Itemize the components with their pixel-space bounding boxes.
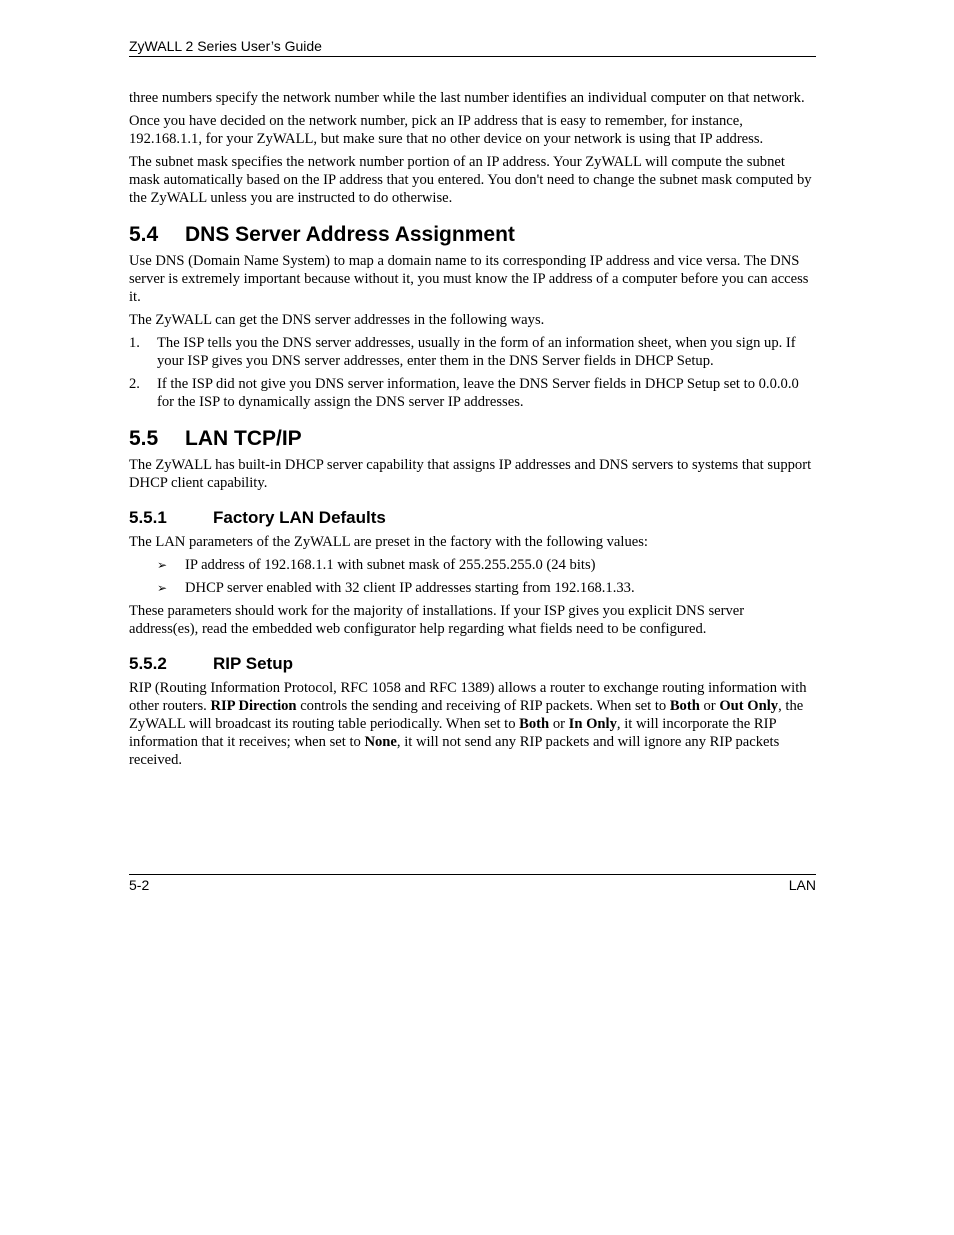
factory-defaults-paragraph-1: The LAN parameters of the ZyWALL are preset in the factory with the following values: [129, 534, 648, 550]
running-footer [129, 874, 816, 894]
dns-steps-list [129, 334, 816, 411]
text-run: , it will incorporate the RIP information that it receives; when set to [129, 716, 777, 750]
bold-term: Both [669, 698, 700, 714]
subsection-number: 5.5.1 [129, 508, 167, 527]
page-number: 5-2 [129, 877, 150, 893]
running-header: ZyWALL 2 Series User’s Guide [129, 38, 816, 57]
bold-term: RIP Direction [210, 698, 297, 714]
list-marker: 2. [129, 376, 140, 392]
text-run: or [699, 698, 720, 714]
list-item-text: The ISP tells you the DNS server addresses, usually in the form of an information sheet, when you sign up. If your ISP gives you DNS server addresses, enter them in the DNS Server fields in DHCP Setup. [157, 335, 796, 369]
chapter-name: LAN [788, 877, 816, 893]
intro-paragraph-3: The subnet mask specifies the network number portion of an IP address. Your ZyWALL will compute the subnet mask automatically based on the IP address that you entered. You don't need to change the subnet mask computed by the ZyWALL unless you are instructed to do otherwise. [129, 154, 812, 206]
section-title: DNS Server Address Assignment [185, 223, 515, 246]
factory-defaults-paragraph-2: These parameters should work for the majority of installations. If your ISP gives you explicit DNS server address(es), read the embedded web configurator help regarding what fields need to be configured. [129, 603, 745, 637]
section-heading-5-4 [129, 222, 816, 248]
arrow-bullet-icon: ➢ [157, 581, 168, 595]
list-item [129, 375, 816, 411]
subsection-heading-5-5-2 [129, 654, 816, 674]
list-item-text: DHCP server enabled with 32 client IP addresses starting from 192.168.1.33. [185, 580, 635, 596]
text-run: controls the sending and receiving of RIP packets. When set to [296, 698, 670, 714]
text-run: RIP (Routing Information Protocol, RFC 1058 and RFC 1389) allows a router to exchange routing information with other routers. [129, 680, 807, 714]
list-item-text: If the ISP did not give you DNS server information, leave the DNS Server fields in DHCP Setup set to 0.0.0.0 for the ISP to dynamically assign the DNS server IP addresses. [157, 376, 799, 410]
subsection-title: RIP Setup [213, 654, 293, 673]
bold-term: In Only [568, 716, 617, 732]
lan-tcpip-paragraph: The ZyWALL has built-in DHCP server capability that assigns IP addresses and DNS servers to systems that support DHCP client capability. [129, 457, 812, 491]
intro-paragraph-2: Once you have decided on the network number, pick an IP address that is easy to remember, for instance, 192.168.1.1, for your ZyWALL, but make sure that no other device on your network is using that IP address. [129, 113, 764, 147]
dns-paragraph-1: Use DNS (Domain Name System) to map a domain name to its corresponding IP address and vice versa. The DNS server is extremely important because without it, you must know the IP address of a computer before you can access it. [129, 253, 809, 305]
list-item [129, 579, 816, 597]
section-heading-5-5 [129, 426, 816, 452]
page-content [129, 89, 816, 774]
factory-defaults-bullet-list [129, 556, 816, 597]
dns-paragraph-2: The ZyWALL can get the DNS server addresses in the following ways. [129, 312, 545, 328]
intro-paragraph-1: three numbers specify the network number while the last number identifies an individual computer on that network. [129, 90, 805, 106]
bold-term: Out Only [719, 698, 779, 714]
bold-term: Both [519, 716, 550, 732]
text-run: , it will not send any RIP packets and will ignore any RIP packets received. [129, 734, 780, 768]
text-run: or [549, 716, 569, 732]
subsection-number: 5.5.2 [129, 654, 167, 673]
section-number: 5.4 [129, 223, 159, 246]
list-marker: 1. [129, 335, 140, 351]
section-number: 5.5 [129, 427, 159, 450]
text-run: , the ZyWALL will broadcast its routing table periodically. When set to [129, 698, 804, 732]
subsection-title: Factory LAN Defaults [213, 508, 386, 527]
arrow-bullet-icon: ➢ [157, 558, 168, 572]
list-item [129, 334, 816, 370]
rip-setup-paragraph [129, 679, 816, 769]
list-item-text: IP address of 192.168.1.1 with subnet mask of 255.255.255.0 (24 bits) [185, 557, 596, 573]
bold-term: None [364, 734, 397, 750]
section-title: LAN TCP/IP [185, 427, 302, 450]
subsection-heading-5-5-1 [129, 508, 816, 528]
list-item [129, 556, 816, 574]
